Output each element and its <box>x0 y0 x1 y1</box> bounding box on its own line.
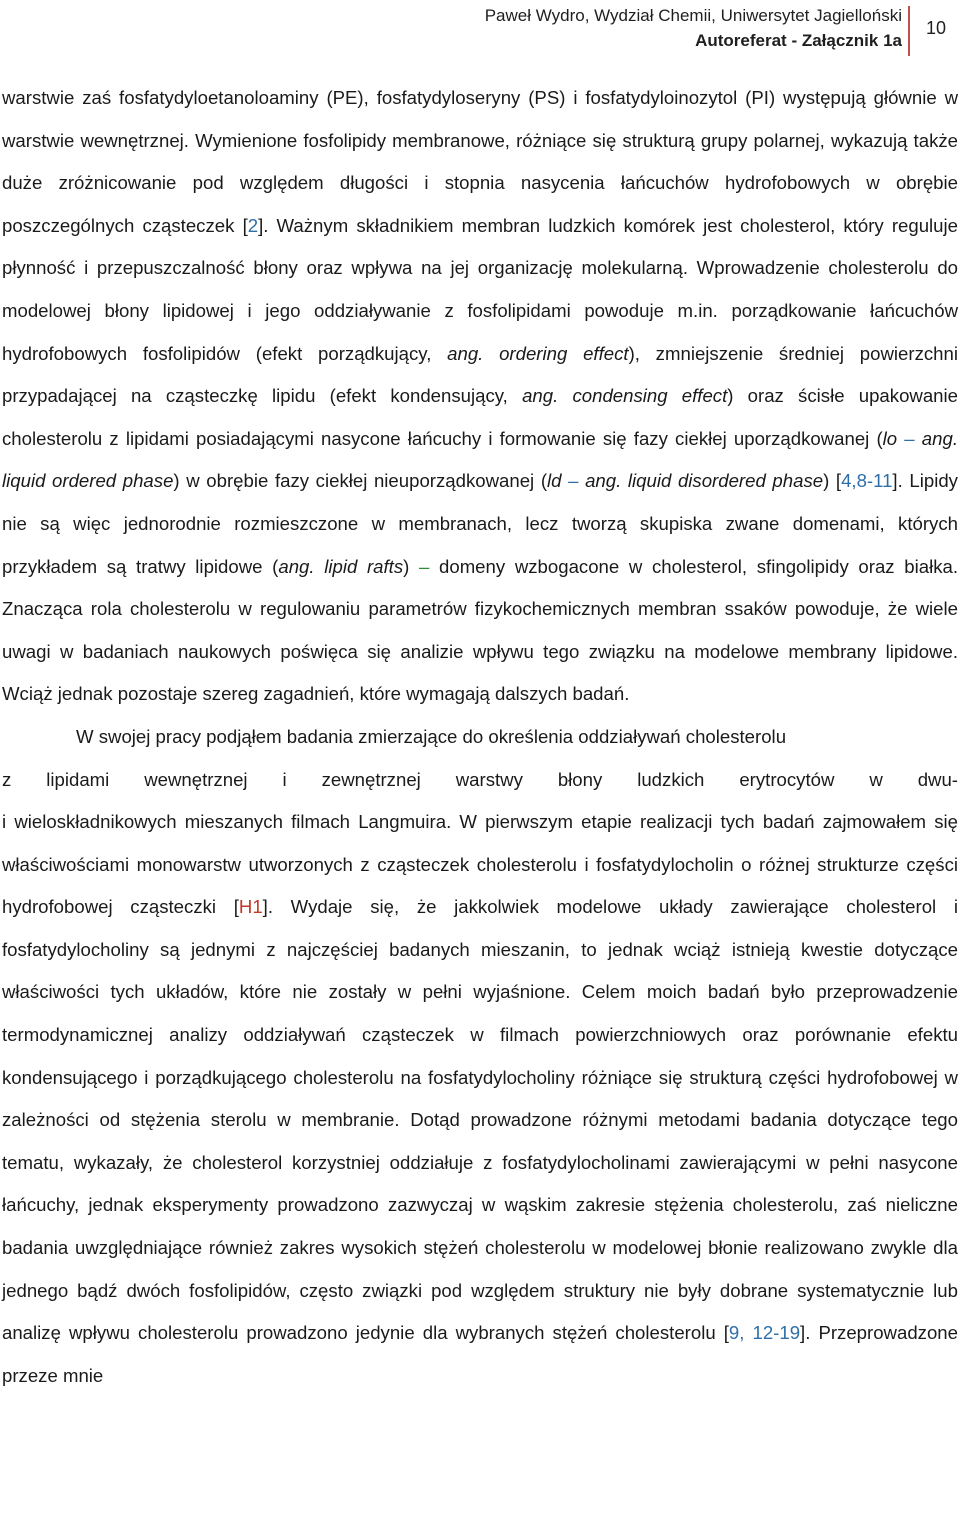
text-run: ) oraz ścisłe upakowanie cholesterolu z lipidami posiadającymi nasycone łańcuchy i formowanie się fazy ciekłej uporządkowanej ( <box>2 385 958 449</box>
italic-term: ld <box>547 470 562 492</box>
text-run: ), zmniejszenie średniej powierzchni przypadającej na cząsteczkę lipidu (efekt kondensujący, <box>2 342 958 407</box>
text-line: W swojej pracy podjąłem badania zmierzające do określenia oddziaływań cholesterolu <box>76 725 787 747</box>
text-run: ) <box>403 555 419 577</box>
text-run: i wieloskładnikowych mieszanych filmach Langmuira. W pierwszym etapie realizacji tych badań zajmowałem się właściwościami monowarstw utworzonych z cząsteczek cholesterolu i fosfatydylocholin o różnej strukturze części hydrofobowej cząsteczki [ <box>2 811 958 918</box>
header-text <box>485 4 902 54</box>
header-document-title: Autoreferat - Załącznik 1a <box>695 31 902 50</box>
text-run: ]. Lipidy nie są więc jednorodnie rozmieszczone w membranach, lecz tworzą skupiska zwane domenami, których przykładem są tratwy lipidowe ( <box>2 470 958 577</box>
text-run: ]. Wydaje się, że jakkolwiek modelowe układy zawierające cholesterol i fosfatydylocholiny są jednymi z najczęściej badanych mieszanin, to jednak wciąż istnieją kwestie dotyczące właściwości tych układów, które nie zostały w pełni wyjaśnione. Celem moich badań było przeprowadzenie termodynamicznej analizy oddziaływań cząsteczek w filmach powierzchniowych oraz porównanie efektu kondensującego i porządkującego cholesterolu na fosfatydylocholiny różniące się strukturą części hydrofobowej w zależności od stężenia sterolu w membranie. Dotąd prowadzone różnymi metodami badania dotyczące tego tematu, wykazały, że cholesterol korzystniej oddziałuje z fosfatydylocholinami zawierającymi w pełni nasycone łańcuchy, jednak eksperymenty prowadzono zazwyczaj w wąskim zakresie stężenia cholesterolu, zaś nieliczne badania uwzględniające również zakres wysokich stężeń cholesterolu w modelowej błonie realizowano zwykle dla jednego bądź dwóch fosfolipidów, często związki pod względem struktury nie były dobrane systematycznie lub analizę wpływu cholesterolu prowadzono jedynie dla wybranych stężeń cholesterolu [ <box>2 896 958 1344</box>
citation-link[interactable]: 4,8-11 <box>841 470 893 492</box>
page-header <box>0 0 960 60</box>
italic-term: ang. liquid disordered phase <box>585 470 824 492</box>
text-run: ]. Ważnym składnikiem membran ludzkich komórek jest cholesterol, który reguluje płynność i przepuszczalność błony oraz wpływa na jej organizację molekularną. Wprowadzenie cholesterolu do modelowej błony lipidowej i jego oddziaływanie z fosfolipidami powoduje m.in. porządkowanie łańcuchów hydrofobowych fosfolipidów (efekt porządkujący, <box>2 214 958 364</box>
header-author: Paweł Wydro, Wydział Chemii, Uniwersytet Jagielloński <box>484 6 902 25</box>
text-run: warstwie zaś fosfatydyloetanoloaminy (PE), fosfatydyloseryny (PS) i fosfatydyloinozytol (PI) występują głównie w warstwie wewnętrznej. Wymienione fosfolipidy membranowe, różniące się strukturą grupy polarnej, wykazują także duże zróżnicowanie pod względem długości i stopnia nasycenia łańcuchów hydrofobowych w obrębie poszczególnych cząsteczek [ <box>2 87 958 236</box>
citation-link[interactable]: H1 <box>238 896 263 918</box>
page-number: 10 <box>926 18 947 38</box>
dash-mark: – <box>897 427 922 449</box>
dash-mark: – <box>419 555 430 577</box>
text-run: domeny wzbogacone w cholesterol, sfingolipidy oraz białka. Znacząca rola cholesterolu w regulowaniu parametrów fizykochemicznych membran ssaków powoduje, że wiele uwagi w badaniach naukowych poświęca się analizie wpływu tego związku na modelowe membrany lipidowe. Wciąż jednak pozostaje szereg zagadnień, które wymagają dalszych badań. <box>2 555 959 705</box>
document-body <box>2 77 958 1397</box>
dash-mark: – <box>561 470 586 492</box>
paragraph-2 <box>2 716 958 1398</box>
text-run: ) [ <box>823 470 842 492</box>
italic-term: lo <box>882 427 898 449</box>
italic-term: ang. liquid ordered phase <box>2 427 958 492</box>
text-line: z lipidami wewnętrznej i zewnętrznej warstwy błony ludzkich erytrocytów w dwu- <box>2 768 958 790</box>
citation-link[interactable]: 9, 12-19 <box>728 1322 801 1344</box>
header-divider <box>908 6 910 56</box>
text-run: ) w obrębie fazy ciekłej nieuporządkowanej ( <box>173 470 548 492</box>
italic-term: ang. condensing effect <box>522 385 728 407</box>
paragraph-1 <box>2 77 958 716</box>
italic-term: ang. lipid rafts <box>278 555 404 577</box>
citation-link[interactable]: 2 <box>247 214 259 236</box>
italic-term: ang. ordering effect <box>447 342 629 364</box>
text-run: ]. Przeprowadzone przeze mnie <box>2 1322 958 1386</box>
